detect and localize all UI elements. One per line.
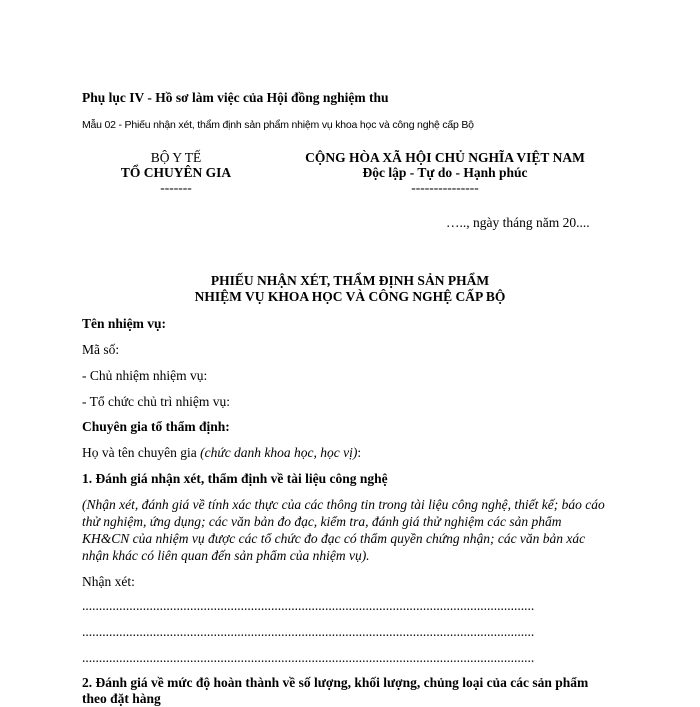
expert-name-prefix: Họ và tên chuyên gia — [82, 445, 201, 460]
expert-name-line — [82, 445, 361, 461]
expert-group-name: TỔ CHUYÊN GIA — [120, 165, 232, 180]
comment-dotted-line-2: ...................................................................................................................................... — [82, 624, 535, 639]
form-title-line2: NHIỆM VỤ KHOA HỌC VÀ CÔNG NGHỆ CẤP BỘ — [194, 289, 506, 304]
form-title-line1: PHIẾU NHẬN XÉT, THẨM ĐỊNH SẢN PHẨM — [210, 273, 490, 288]
section1-note-line4: nhận khác có liên quan đến sản phẩm của nhiệm vụ). — [82, 548, 370, 563]
code-label: Mã số: — [82, 342, 120, 357]
right-header-rule: --------------- — [411, 180, 479, 195]
expert-name-suffix: : — [357, 445, 362, 460]
date-line: ….., ngày tháng năm 20.... — [446, 215, 590, 230]
expert-name-qualifier: (chức danh khoa học, học vị) — [200, 445, 358, 460]
host-organization-label: - Tổ chức chủ trì nhiệm vụ: — [82, 394, 231, 409]
national-title: CỘNG HÒA XÃ HỘI CHỦ NGHĨA VIỆT NAM — [305, 150, 585, 165]
section2-heading-line1: 2. Đánh giá về mức độ hoàn thành về số lượng, khối lượng, chủng loại của các sản phẩm — [82, 675, 589, 690]
form-subtitle: Mẫu 02 - Phiếu nhận xét, thẩm định sản phẩm nhiệm vụ khoa học và công nghệ cấp Bộ — [82, 119, 474, 131]
comment-label: Nhận xét: — [82, 574, 135, 589]
task-leader-label: - Chủ nhiệm nhiệm vụ: — [82, 368, 208, 383]
section1-note-line3: KH&CN của nhiệm vụ được các tổ chức đo đạc có thẩm quyền chứng nhận; các văn bản xác — [82, 531, 586, 546]
section1-heading: 1. Đánh giá nhận xét, thẩm định về tài liệu công nghệ — [82, 471, 388, 486]
section1-note-line1: (Nhận xét, đánh giá về tính xác thực của các thông tin trong tài liệu công nghệ, thiết kế; báo cáo — [82, 497, 605, 512]
ministry-name: BỘ Y TẾ — [150, 150, 202, 165]
comment-dotted-line-1: ...................................................................................................................................... — [82, 598, 535, 613]
section2-heading-line2: theo đặt hàng — [82, 691, 161, 706]
appendix-title: Phụ lục IV - Hồ sơ làm việc của Hội đồng nghiệm thu — [82, 90, 389, 105]
left-header-rule: ------- — [160, 180, 192, 195]
expert-group-label: Chuyên gia tổ thẩm định: — [82, 419, 230, 434]
section1-note-line2: thử nghiệm, ứng dụng; các văn bản đo đạc, kiểm tra, đánh giá thử nghiệm các sản phẩm — [82, 514, 562, 529]
comment-dotted-line-3: ...................................................................................................................................... — [82, 650, 535, 665]
national-motto: Độc lập - Tự do - Hạnh phúc — [362, 165, 528, 180]
task-name-label: Tên nhiệm vụ: — [82, 316, 167, 331]
